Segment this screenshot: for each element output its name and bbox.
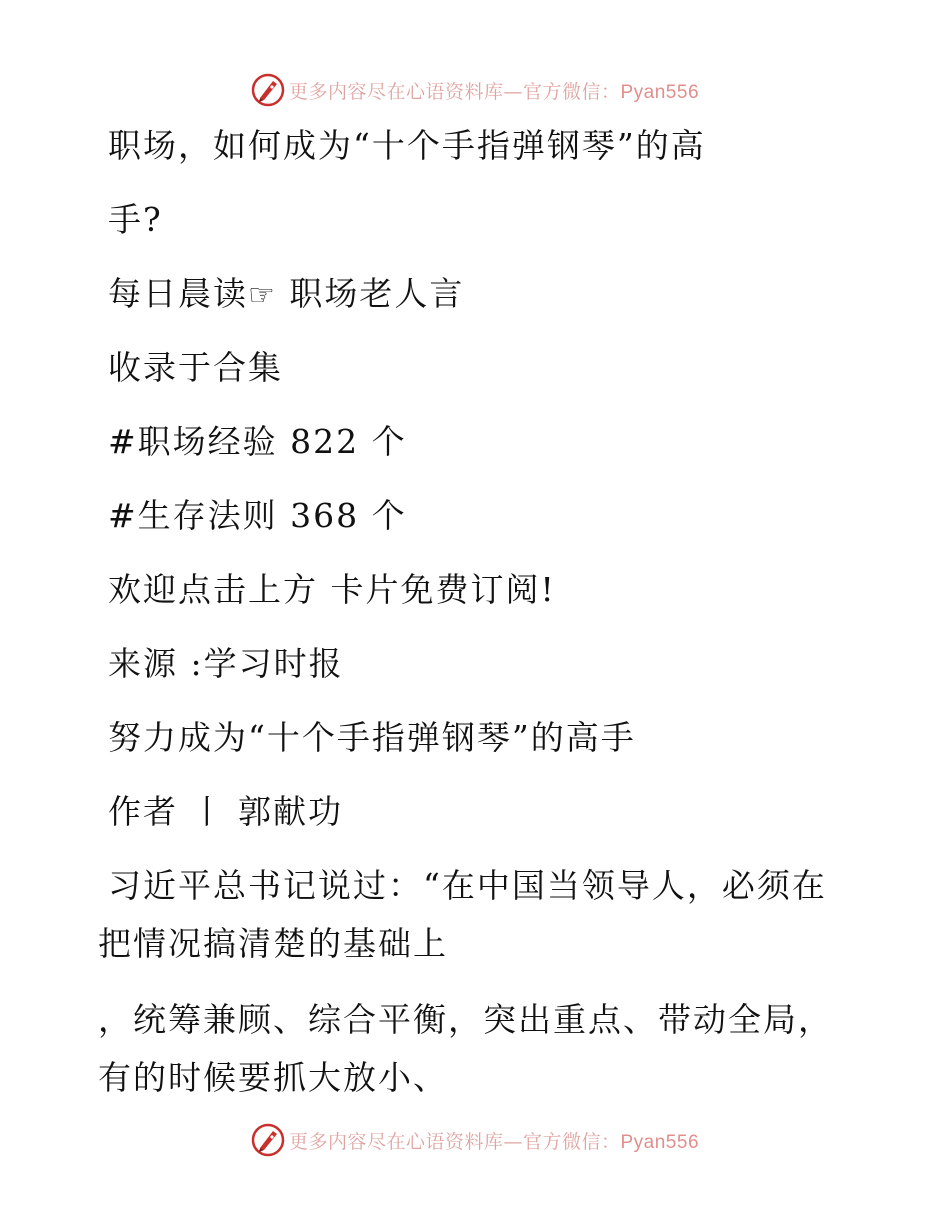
article-author: 作者 丨 郭献功 (108, 792, 343, 831)
pointing-hand-icon: ☞ (248, 278, 277, 313)
article-title-line-1: 职场，如何成为“十个手指弹钢琴”的高 (108, 126, 706, 165)
column-prefix: 每日晨读 (108, 274, 248, 313)
article-source: 来源 :学习时报 (108, 644, 344, 683)
subscribe-prompt: 欢迎点击上方 卡片免费订阅! (108, 570, 556, 609)
article-subtitle: 努力成为“十个手指弹钢琴”的高手 (108, 718, 636, 757)
paragraph-2-line-2: 有的时候要抓大放小、 (98, 1058, 448, 1097)
paragraph-1-line-2: 把情况搞清楚的基础上 (98, 924, 448, 963)
column-line (108, 274, 465, 313)
watermark-label: 更多内容尽在心语资料库—官方微信： (288, 80, 621, 103)
watermark-label: 更多内容尽在心语资料库—官方微信： (288, 1130, 621, 1153)
tag-career-experience: #职场经验 822 个 (108, 422, 407, 461)
watermark-footer (0, 1120, 950, 1160)
tag-survival-rules: #生存法则 368 个 (108, 496, 407, 535)
column-name: 职场老人言 (289, 274, 465, 313)
quill-pen-logo-icon (251, 1123, 285, 1157)
watermark-text (289, 1127, 699, 1154)
collection-label: 收录于合集 (108, 348, 283, 387)
watermark-handle: Pyan556 (620, 81, 700, 103)
paragraph-2-line-1: ，统筹兼顾、综合平衡，突出重点、带动全局， (98, 1000, 833, 1039)
paragraph-1-line-1: 习近平总书记说过：“在中国当领导人，必须在 (108, 866, 827, 905)
article-title-line-2: 手? (108, 200, 163, 239)
watermark-handle: Pyan556 (620, 1131, 700, 1153)
